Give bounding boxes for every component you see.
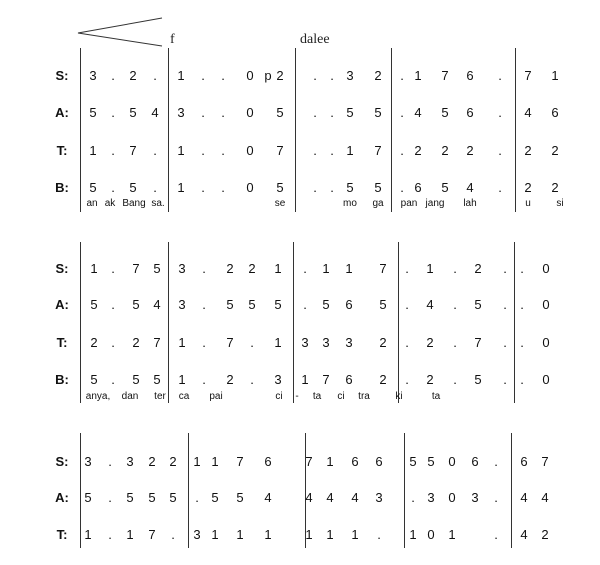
- note: .: [520, 297, 524, 312]
- note: 0: [542, 261, 550, 276]
- note: 1: [274, 261, 282, 276]
- note: .: [111, 180, 115, 195]
- note: 2: [276, 68, 284, 83]
- note: 0: [427, 527, 435, 542]
- note: 5: [132, 372, 140, 387]
- note: 7: [153, 335, 161, 350]
- note: .: [313, 105, 317, 120]
- note: .: [405, 297, 409, 312]
- note: 7: [226, 335, 234, 350]
- note: 4: [426, 297, 434, 312]
- note: 4: [520, 527, 528, 542]
- note: 4: [414, 105, 422, 120]
- dynamic-mark: f: [170, 32, 175, 47]
- note: 2: [90, 335, 98, 350]
- note: 2: [551, 180, 559, 195]
- note: 7: [322, 372, 330, 387]
- note: .: [202, 335, 206, 350]
- barline: [168, 242, 169, 403]
- lyric-syllable: si: [556, 198, 564, 209]
- note: .: [201, 68, 205, 83]
- note: .: [400, 105, 404, 120]
- note: .: [453, 335, 457, 350]
- voice-label: S:: [55, 454, 69, 469]
- note: 5: [129, 105, 137, 120]
- note: .: [400, 180, 404, 195]
- note: 5: [169, 490, 177, 505]
- note: 5: [148, 490, 156, 505]
- note: 1: [305, 527, 313, 542]
- note: 6: [466, 105, 474, 120]
- note: p: [264, 68, 272, 83]
- note: .: [377, 527, 381, 542]
- note: 2: [169, 454, 177, 469]
- note: 2: [129, 68, 137, 83]
- note: 5: [379, 297, 387, 312]
- note: 3: [126, 454, 134, 469]
- note: 6: [264, 454, 272, 469]
- note: 5: [129, 180, 137, 195]
- note: .: [503, 261, 507, 276]
- note: 5: [276, 105, 284, 120]
- note: .: [494, 454, 498, 469]
- note: 3: [345, 335, 353, 350]
- note: 1: [409, 527, 417, 542]
- note: 1: [211, 527, 219, 542]
- note: 1: [177, 68, 185, 83]
- barline: [515, 48, 516, 212]
- note: 7: [379, 261, 387, 276]
- note: .: [111, 68, 115, 83]
- note: 7: [474, 335, 482, 350]
- note: 3: [427, 490, 435, 505]
- lyric-syllable: sa.: [151, 198, 165, 209]
- note: 5: [90, 297, 98, 312]
- note: .: [153, 143, 157, 158]
- note: 3: [322, 335, 330, 350]
- note: 2: [248, 261, 256, 276]
- note: .: [453, 372, 457, 387]
- note: .: [520, 335, 524, 350]
- note: 6: [351, 454, 359, 469]
- barline: [80, 242, 81, 403]
- note: 5: [441, 105, 449, 120]
- note: 5: [226, 297, 234, 312]
- note: .: [400, 143, 404, 158]
- note: 1: [301, 372, 309, 387]
- note: 2: [551, 143, 559, 158]
- note: 3: [177, 105, 185, 120]
- note: 1: [426, 261, 434, 276]
- note: .: [453, 261, 457, 276]
- note: 1: [326, 527, 334, 542]
- lyric-syllable: ci: [275, 391, 283, 402]
- note: .: [494, 490, 498, 505]
- lyric-syllable: Bang: [122, 198, 146, 209]
- note: 2: [541, 527, 549, 542]
- voice-label: S:: [55, 68, 69, 83]
- note: 3: [84, 454, 92, 469]
- lyric-syllable: ki: [395, 391, 403, 402]
- note: .: [250, 335, 254, 350]
- note: .: [108, 490, 112, 505]
- note: 6: [551, 105, 559, 120]
- note: .: [498, 68, 502, 83]
- note: .: [313, 68, 317, 83]
- lyric-syllable: ta: [312, 391, 322, 402]
- note: 7: [374, 143, 382, 158]
- note: .: [303, 297, 307, 312]
- note: 6: [414, 180, 422, 195]
- note: 2: [379, 335, 387, 350]
- note: 4: [541, 490, 549, 505]
- note: .: [221, 180, 225, 195]
- lyric-syllable: u: [525, 198, 531, 209]
- lyric-syllable: tra: [358, 391, 370, 402]
- note: 1: [274, 335, 282, 350]
- barline: [293, 242, 294, 403]
- lyric-syllable: dan: [121, 391, 139, 402]
- note: 6: [471, 454, 479, 469]
- note: 3: [178, 297, 186, 312]
- note: .: [153, 68, 157, 83]
- note: 1: [84, 527, 92, 542]
- note: 4: [326, 490, 334, 505]
- note: .: [201, 180, 205, 195]
- note: 1: [178, 335, 186, 350]
- note: .: [498, 180, 502, 195]
- note: .: [171, 527, 175, 542]
- note: 0: [542, 335, 550, 350]
- note: .: [202, 297, 206, 312]
- note: 1: [193, 454, 201, 469]
- note: 5: [89, 180, 97, 195]
- note: .: [405, 261, 409, 276]
- note: 5: [211, 490, 219, 505]
- note: 1: [126, 527, 134, 542]
- note: .: [503, 372, 507, 387]
- note: 2: [226, 372, 234, 387]
- voice-label: B:: [55, 372, 69, 387]
- note: 4: [151, 105, 159, 120]
- note: 5: [153, 261, 161, 276]
- note: .: [405, 372, 409, 387]
- note: 5: [346, 180, 354, 195]
- voice-label: A:: [55, 490, 69, 505]
- note: 3: [89, 68, 97, 83]
- note: 0: [448, 454, 456, 469]
- note: 2: [426, 372, 434, 387]
- note: 0: [246, 143, 254, 158]
- note: 1: [236, 527, 244, 542]
- note: 5: [274, 297, 282, 312]
- voice-label: T:: [56, 335, 68, 350]
- note: 3: [375, 490, 383, 505]
- note: 5: [248, 297, 256, 312]
- note: 5: [90, 372, 98, 387]
- note: 1: [346, 143, 354, 158]
- note: .: [111, 297, 115, 312]
- note: 0: [542, 372, 550, 387]
- note: 4: [351, 490, 359, 505]
- note: .: [111, 105, 115, 120]
- note: 1: [264, 527, 272, 542]
- note: 7: [305, 454, 313, 469]
- note: 1: [351, 527, 359, 542]
- lyric-syllable: ga: [372, 198, 384, 209]
- barline: [391, 48, 392, 212]
- note: 2: [226, 261, 234, 276]
- note: .: [201, 143, 205, 158]
- note: 1: [448, 527, 456, 542]
- note: .: [520, 372, 524, 387]
- lyric-syllable: jang: [425, 198, 445, 209]
- note: 6: [466, 68, 474, 83]
- note: 1: [211, 454, 219, 469]
- lyric-syllable: ak: [104, 198, 116, 209]
- note: .: [221, 68, 225, 83]
- barline: [295, 48, 296, 212]
- note: 2: [524, 143, 532, 158]
- lyric-syllable: ca: [178, 391, 190, 402]
- note: .: [202, 372, 206, 387]
- note: 5: [474, 297, 482, 312]
- note: 0: [246, 68, 254, 83]
- lyric-syllable: ci: [337, 391, 345, 402]
- note: 1: [178, 372, 186, 387]
- note: 0: [448, 490, 456, 505]
- lyric-syllable: pai: [209, 391, 223, 402]
- note: .: [453, 297, 457, 312]
- note: .: [201, 105, 205, 120]
- note: 4: [524, 105, 532, 120]
- voice-label: B:: [55, 180, 69, 195]
- note: 3: [301, 335, 309, 350]
- note: .: [498, 105, 502, 120]
- note: .: [111, 261, 115, 276]
- note: 5: [153, 372, 161, 387]
- barline: [168, 48, 169, 212]
- note: .: [221, 143, 225, 158]
- note: 2: [414, 143, 422, 158]
- note: 6: [520, 454, 528, 469]
- note: 3: [193, 527, 201, 542]
- note: .: [498, 143, 502, 158]
- note: 4: [264, 490, 272, 505]
- note: 5: [346, 105, 354, 120]
- lyric-syllable: ter: [154, 391, 166, 402]
- lyric-syllable: -: [295, 391, 299, 402]
- note: 2: [466, 143, 474, 158]
- note: .: [520, 261, 524, 276]
- barline: [511, 433, 512, 548]
- note: 5: [374, 180, 382, 195]
- note: 3: [471, 490, 479, 505]
- note: .: [405, 335, 409, 350]
- lyric-syllable: lah: [463, 198, 477, 209]
- note: 5: [322, 297, 330, 312]
- note: 0: [542, 297, 550, 312]
- barline: [398, 242, 399, 403]
- note: .: [494, 527, 498, 542]
- note: 7: [276, 143, 284, 158]
- note: 7: [148, 527, 156, 542]
- voice-label: T:: [56, 527, 68, 542]
- note: .: [108, 527, 112, 542]
- note: 5: [441, 180, 449, 195]
- note: 5: [276, 180, 284, 195]
- note: 5: [89, 105, 97, 120]
- voice-label: A:: [55, 105, 69, 120]
- note: 5: [409, 454, 417, 469]
- barline: [514, 242, 515, 403]
- note: 1: [90, 261, 98, 276]
- lyric-syllable: mo: [343, 198, 357, 209]
- note: .: [330, 68, 334, 83]
- note: .: [330, 180, 334, 195]
- note: .: [313, 143, 317, 158]
- note: .: [411, 490, 415, 505]
- note: 5: [84, 490, 92, 505]
- note: 1: [326, 454, 334, 469]
- note: .: [503, 297, 507, 312]
- note: .: [108, 454, 112, 469]
- note: 2: [524, 180, 532, 195]
- note: .: [330, 105, 334, 120]
- note: 5: [474, 372, 482, 387]
- note: 6: [345, 372, 353, 387]
- barline: [404, 433, 405, 548]
- lyric-syllable: anya,: [85, 391, 111, 402]
- note: .: [111, 372, 115, 387]
- voice-label: S:: [55, 261, 69, 276]
- note: 7: [132, 261, 140, 276]
- note: 0: [246, 180, 254, 195]
- lyric-syllable: ta: [431, 391, 441, 402]
- note: 7: [524, 68, 532, 83]
- note: 2: [426, 335, 434, 350]
- note: .: [153, 180, 157, 195]
- note: 5: [132, 297, 140, 312]
- voice-label: A:: [55, 297, 69, 312]
- note: 1: [177, 143, 185, 158]
- note: 4: [520, 490, 528, 505]
- note: 1: [551, 68, 559, 83]
- note: 2: [374, 68, 382, 83]
- note: 4: [305, 490, 313, 505]
- note: .: [303, 261, 307, 276]
- barline: [80, 433, 81, 548]
- note: 7: [129, 143, 137, 158]
- note: .: [503, 335, 507, 350]
- note: .: [111, 143, 115, 158]
- note: 5: [427, 454, 435, 469]
- note: 7: [236, 454, 244, 469]
- note: 5: [126, 490, 134, 505]
- note: 2: [379, 372, 387, 387]
- barline: [188, 433, 189, 548]
- note: 4: [466, 180, 474, 195]
- note: 3: [346, 68, 354, 83]
- note: 1: [322, 261, 330, 276]
- note: 2: [474, 261, 482, 276]
- note: 6: [345, 297, 353, 312]
- note: .: [221, 105, 225, 120]
- tempo-marking: dalee: [300, 32, 330, 47]
- note: 1: [414, 68, 422, 83]
- lyric-syllable: an: [86, 198, 98, 209]
- note: 0: [246, 105, 254, 120]
- note: .: [250, 372, 254, 387]
- note: .: [400, 68, 404, 83]
- barline: [80, 48, 81, 212]
- note: 2: [441, 143, 449, 158]
- note: 7: [541, 454, 549, 469]
- note: 3: [274, 372, 282, 387]
- note: 1: [89, 143, 97, 158]
- note: 7: [441, 68, 449, 83]
- note: 1: [177, 180, 185, 195]
- note: 5: [374, 105, 382, 120]
- note: 5: [236, 490, 244, 505]
- note: 4: [153, 297, 161, 312]
- note: 1: [345, 261, 353, 276]
- note: 2: [148, 454, 156, 469]
- note: .: [202, 261, 206, 276]
- note: .: [111, 335, 115, 350]
- note: 3: [178, 261, 186, 276]
- note: 6: [375, 454, 383, 469]
- note: .: [195, 490, 199, 505]
- lyric-syllable: se: [274, 198, 286, 209]
- note: 2: [132, 335, 140, 350]
- note: .: [313, 180, 317, 195]
- voice-label: T:: [56, 143, 68, 158]
- lyric-syllable: pan: [400, 198, 418, 209]
- note: .: [330, 143, 334, 158]
